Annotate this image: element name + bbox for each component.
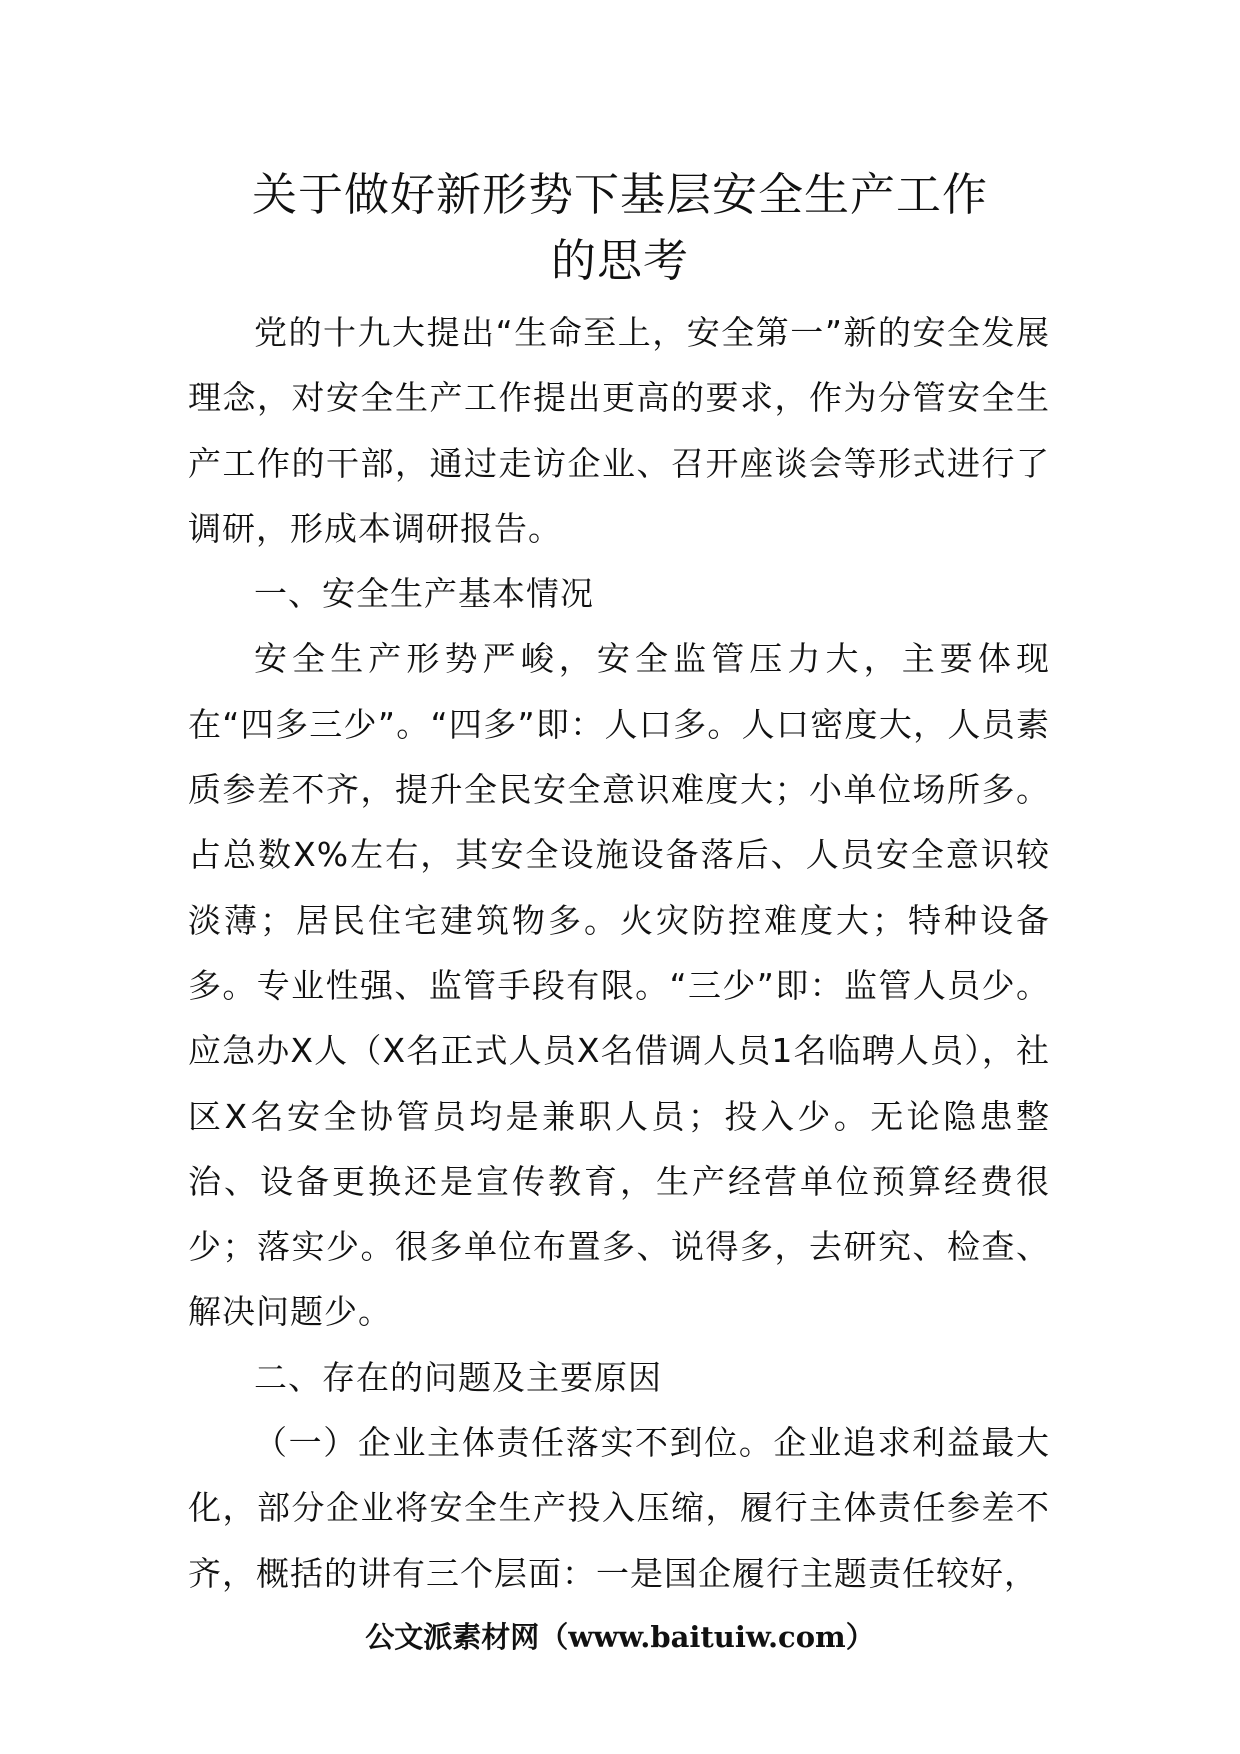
- section-heading-2: 二、存在的问题及主要原因: [254, 1357, 662, 1397]
- intro-paragraph: 党的十九大提出“生命至上，安全第一”新的安全发展理念，对安全生产工作提出更高的要求，作为分管安全生产工作的干部，通过走访企业、召开座谈会等形式进行了调研，形成本调研报告。: [188, 313, 1050, 548]
- section-1-paragraph: 安全生产形势严峻，安全监管压力大，主要体现在“四多三少”。“四多”即：人口多。人口密度大，人员素质参差不齐，提升全民安全意识难度大；小单位场所多。占总数X%左右，其安全设施设备落后、人员安全意识较淡薄；居民住宅建筑物多。火灾防控难度大；特种设备多。专业性强、监管手段有限。“三少”即：监管人员少。应急办X人（X名正式人员X名借调人员1名临聘人员），社区X名安全协管员均是兼职人员；投入少。无论隐患整治、设备更换还是宣传教育，生产经营单位预算经费很少；落实少。很多单位布置多、说得多，去研究、检查、解决问题少。: [188, 639, 1050, 1332]
- section-heading-1: 一、安全生产基本情况: [254, 574, 594, 614]
- section-2-paragraph: （一）企业主体责任落实不到位。企业追求利益最大化，部分企业将安全生产投入压缩，履行主体责任参差不齐，概括的讲有三个层面：一是国企履行主题责任较好，: [188, 1423, 1050, 1593]
- document-body: [188, 300, 1050, 1606]
- footer-watermark: 公文派素材网（www.baituiw.com）: [365, 1620, 875, 1654]
- document-title-line-1: 关于做好新形势下基层安全生产工作: [251, 168, 988, 221]
- document-title-line-2: 的思考: [550, 234, 689, 287]
